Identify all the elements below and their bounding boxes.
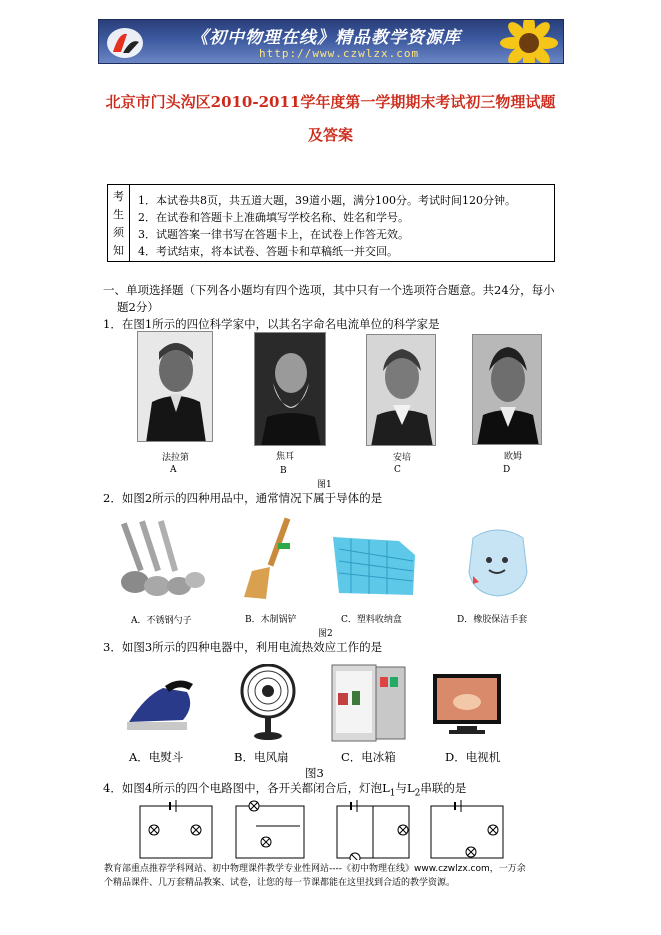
q1-name-c: 安培 — [393, 453, 412, 463]
portrait-joule — [254, 332, 326, 446]
q2-option-a: A．不锈钢勺子 — [131, 616, 192, 626]
q3-option-d: D．电视机 — [445, 750, 501, 764]
q1-letter-d: D — [503, 465, 511, 475]
question-1-text: 1．在图1所示的四位科学家中，以其名字命名电流单位的科学家是 — [103, 317, 440, 331]
question-2-text: 2．如图2所示的四种用品中，通常情况下属于导体的是 — [103, 491, 383, 505]
glove-image — [459, 524, 537, 602]
section-heading-continued: 题2分） — [117, 300, 159, 314]
q3-option-c: C．电冰箱 — [341, 750, 396, 764]
banner-url[interactable]: http://www.czwlzx.com — [259, 47, 420, 60]
figure-2-caption: 图2 — [318, 629, 333, 639]
spoons-image — [117, 516, 210, 602]
electric-fan-icon — [238, 664, 297, 741]
q1-letter-b: B — [280, 466, 287, 476]
q2-option-d: D．橡胶保洁手套 — [457, 615, 528, 625]
television-image — [431, 670, 503, 740]
wooden-spatula-icon — [238, 515, 298, 600]
circuit-diagram-d — [427, 800, 507, 860]
q1-letter-a: A — [170, 465, 177, 475]
refrigerator-icon — [330, 663, 407, 743]
section-heading: 一、单项选择题（下列各小题均有四个选项，其中只有一个选项符合题意。共24分，每小 — [103, 283, 555, 297]
circuit-diagram-a — [136, 800, 216, 860]
steel-spoons-icon — [117, 516, 210, 602]
portrait-ohm-icon — [473, 335, 542, 445]
footer-line: 个精品课件、几万套精品教案、试卷，让您的每一节课都能在这里找到合适的教学资源。 — [104, 878, 456, 888]
question-3-text: 3．如图3所示的四种电器中，利用电流热效应工作的是 — [103, 640, 383, 654]
spatula-image — [238, 515, 298, 600]
refrigerator-image — [330, 663, 407, 743]
exam-notice-box — [107, 184, 555, 262]
q1-letter-c: C — [394, 465, 401, 475]
portrait-ampere — [366, 334, 436, 446]
notice-lines — [138, 192, 516, 260]
notice-line: 3．试题答案一律书写在答题卡上，在试卷上作答无效。 — [138, 228, 409, 241]
site-logo-icon — [105, 26, 145, 60]
portrait-joule-icon — [255, 333, 326, 446]
page-title-continued: 及答案 — [307, 126, 353, 144]
sunflower-icon — [489, 19, 559, 64]
portrait-faraday — [137, 331, 213, 442]
figure-1-caption: 图1 — [317, 480, 332, 490]
circuit-diagram-c — [333, 800, 413, 860]
plastic-basket-icon — [329, 533, 418, 598]
q1-name-b: 焦耳 — [276, 452, 295, 462]
portrait-faraday-icon — [138, 332, 213, 442]
q1-name-d: 欧姆 — [504, 452, 523, 462]
footer-line: 教育部重点推荐学科网站、初中物理课件教学专业性网站----《初中物理在线》www.czwlzx.com，一万余 — [104, 864, 526, 874]
page-footer — [104, 862, 564, 890]
portrait-ohm — [472, 334, 542, 445]
cleaning-glove-icon — [459, 524, 537, 602]
portrait-ampere-icon — [367, 335, 436, 446]
q2-option-b: B．木制锅铲 — [245, 615, 297, 625]
iron-image — [125, 676, 201, 734]
notice-line: 4．考试结束，将本试卷、答题卡和草稿纸一并交回。 — [138, 245, 398, 258]
q2-option-c: C．塑料收纳盒 — [341, 615, 402, 625]
page-title: 北京市门头沟区2010-2011学年度第一学期期末考试初三物理试题 — [105, 93, 556, 111]
television-icon — [431, 670, 503, 740]
fan-image — [238, 664, 297, 741]
q3-option-b: B．电风扇 — [234, 750, 289, 764]
notice-side-label: 考 生 须 知 — [108, 185, 130, 261]
notice-line: 1．本试卷共8页，共五道大题，39道小题，满分100分。考试时间120分钟。 — [138, 194, 516, 207]
figure-3-caption: 图3 — [305, 766, 324, 780]
circuit-diagram-b — [232, 800, 308, 860]
notice-line: 2．在试卷和答题卡上准确填写学校名称、姓名和学号。 — [138, 211, 409, 224]
q3-option-a: A．电熨斗 — [129, 750, 184, 764]
electric-iron-icon — [125, 676, 201, 734]
question-4-text: 4．如图4所示的四个电路图中，各开关都闭合后，灯泡$L_1$与$L_2$串联的是 — [103, 781, 467, 799]
header-banner — [98, 19, 564, 64]
q1-name-a: 法拉第 — [162, 453, 190, 463]
banner-title: 《初中物理在线》精品教学资源库 — [191, 28, 461, 48]
storage-box-image — [329, 533, 418, 598]
